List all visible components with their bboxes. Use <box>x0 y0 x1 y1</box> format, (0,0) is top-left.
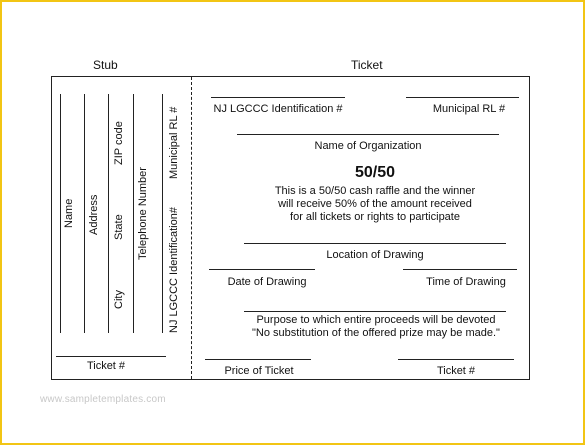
ticket-number-label: Ticket # <box>436 365 476 377</box>
organization-label: Name of Organization <box>314 140 422 152</box>
stub-line-state <box>108 94 109 333</box>
no-substitution-text: "No substitution of the offered prize may be made." <box>252 327 500 339</box>
stub-zip-label: ZIP code <box>113 121 125 165</box>
stub-ticket-line <box>56 356 166 357</box>
stub-city-label: City <box>113 290 125 309</box>
price-label: Price of Ticket <box>224 365 294 377</box>
stub-telephone-label: Telephone Number <box>137 167 149 260</box>
ticket-number-line <box>398 359 514 360</box>
stub-municipal-label: Municipal RL # <box>168 106 180 179</box>
stub-ticket-number-label: Ticket # <box>86 360 126 372</box>
stub-nj-id-label: NJ LGCCC Identification# <box>168 207 180 333</box>
organization-line <box>237 134 499 135</box>
watermark: www.sampletemplates.com <box>40 394 166 405</box>
nj-id-label: NJ LGCCC Identification # <box>213 103 343 115</box>
time-line <box>403 269 517 270</box>
purpose-label: Purpose to which entire proceeds will be devoted <box>256 314 496 326</box>
description-line-2: will receive 50% of the amount received <box>278 198 472 210</box>
perforation-line <box>191 77 192 379</box>
description-line-1: This is a 50/50 cash raffle and the winner <box>274 185 476 197</box>
stub-header: Stub <box>93 58 118 72</box>
purpose-line <box>244 311 506 312</box>
raffle-title: 50/50 <box>354 164 396 181</box>
stub-address-label: Address <box>88 194 100 235</box>
ticket-header: Ticket <box>351 58 383 72</box>
stub-line-name <box>60 94 61 333</box>
stub-line-telephone <box>133 94 134 333</box>
date-label: Date of Drawing <box>227 276 307 288</box>
location-line <box>244 243 506 244</box>
stub-line-address <box>84 94 85 333</box>
time-label: Time of Drawing <box>426 276 506 288</box>
stub-line-municipal <box>162 94 163 333</box>
municipal-line <box>406 97 519 98</box>
stub-name-label: Name <box>63 198 75 228</box>
municipal-label: Municipal RL # <box>432 103 506 115</box>
description-line-3: for all tickets or rights to participate <box>290 211 460 223</box>
location-label: Location of Drawing <box>326 249 424 261</box>
date-line <box>209 269 315 270</box>
price-line <box>205 359 311 360</box>
stub-state-label: State <box>113 214 125 240</box>
nj-id-line <box>211 97 345 98</box>
